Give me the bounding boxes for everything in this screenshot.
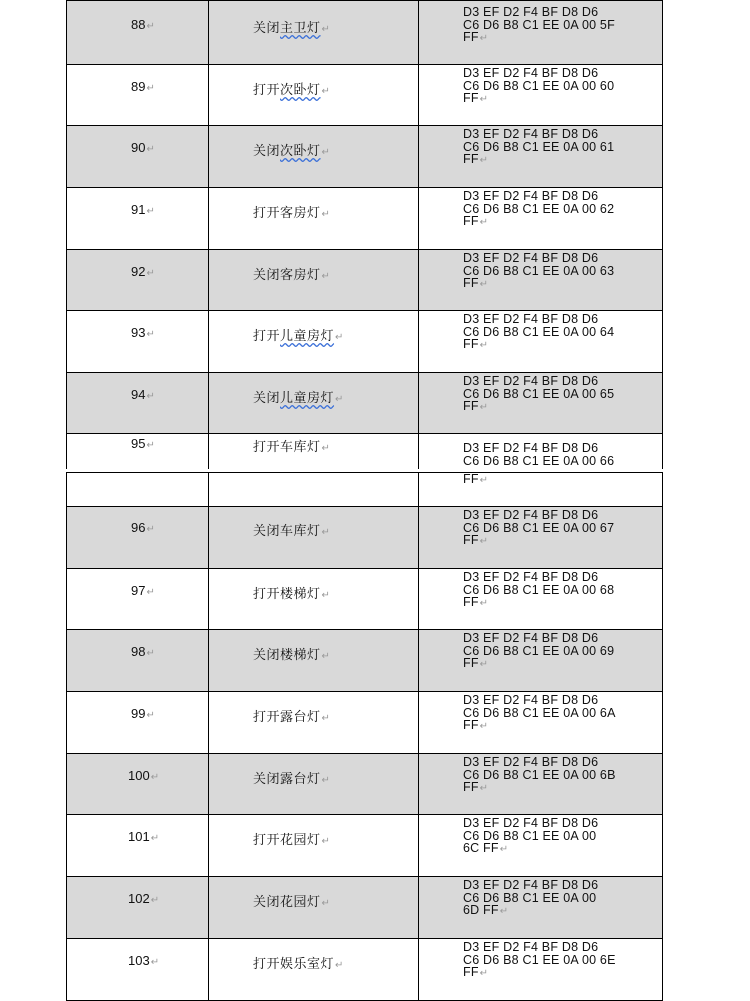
hex-code-text: D3 EF D2 F4 BF D8 D6 C6 D6 B8 C1 EE 0A 00 68 FF [463,570,615,609]
hex-code-text: D3 EF D2 F4 BF D8 D6 C6 D6 B8 C1 EE 0A 00 6B FF [463,755,616,794]
hex-code [463,817,656,857]
number-cell [67,250,209,310]
number-cell [67,877,209,938]
table-row [66,569,663,630]
row-number-text: 93 [131,325,146,340]
hex-code [463,128,656,168]
hex-code-text: D3 EF D2 F4 BF D8 D6 C6 D6 B8 C1 EE 0A 00 67 FF [463,508,615,547]
command-name [253,140,330,159]
table-row [66,250,663,311]
paragraph-mark-icon: ↵ [321,209,331,220]
row-number [131,644,155,659]
paragraph-mark-icon: ↵ [479,217,489,228]
paragraph-mark-icon: ↵ [499,844,509,855]
paragraph-mark-icon: ↵ [146,710,155,721]
hex-code-cell [419,754,662,814]
hex-code-text: D3 EF D2 F4 BF D8 D6 C6 D6 B8 C1 EE 0A 00 69 FF [463,631,615,670]
row-number [131,202,155,217]
number-cell [67,815,209,876]
command-name [253,583,330,602]
command-name-text: 打开 [253,328,281,343]
paragraph-mark-icon: ↵ [150,772,160,783]
paragraph-mark-icon: ↵ [479,340,489,351]
paragraph-mark-icon: ↵ [146,268,155,279]
paragraph-mark-icon: ↵ [321,836,331,847]
hex-code-cell [419,434,662,469]
hex-code [463,694,656,734]
command-name-cell [209,815,419,876]
command-name [253,891,330,910]
table-row [66,472,663,507]
command-name-underlined: 主卫灯 [280,20,321,35]
table-row [66,126,663,188]
paragraph-mark-icon: ↵ [335,394,344,405]
hex-code [463,509,656,549]
command-name-text: 关闭 [253,143,281,158]
hex-code [463,442,656,467]
number-cell [67,1,209,64]
paragraph-mark-icon: ↵ [479,598,489,609]
command-name-text: 关闭露台灯 [253,771,321,786]
command-name [253,644,330,663]
command-name-text: 关闭花园灯 [253,894,321,909]
paragraph-mark-icon: ↵ [150,957,160,968]
number-cell [67,569,209,629]
row-number-text: 89 [131,79,146,94]
command-name-cell [209,692,419,753]
hex-code [463,756,656,796]
hex-code-text: D3 EF D2 F4 BF D8 D6 C6 D6 B8 C1 EE 0A 00 66 [463,441,615,468]
hex-code-cell [419,1,662,64]
command-name-cell [209,188,419,249]
command-name-cell [209,1,419,64]
row-number-text: 102 [128,891,150,906]
row-number [131,706,155,721]
paragraph-mark-icon: ↵ [321,443,331,454]
command-name-underlined: 儿童房灯 [280,390,335,405]
paragraph-mark-icon: ↵ [146,83,155,94]
row-number-text: 101 [128,829,150,844]
command-name-cell [209,754,419,814]
table-row [66,939,663,1001]
paragraph-mark-icon: ↵ [146,391,155,402]
paragraph-mark-icon: ↵ [479,402,489,413]
paragraph-mark-icon: ↵ [321,590,331,601]
hex-code [463,6,656,46]
row-number [128,953,159,968]
paragraph-mark-icon: ↵ [499,906,509,917]
paragraph-mark-icon: ↵ [479,659,489,670]
command-name-cell [209,126,419,187]
row-number-text: 90 [131,140,146,155]
hex-code-cell [419,473,662,506]
paragraph-mark-icon: ↵ [479,783,489,794]
command-name-cell [209,877,419,938]
command-name-underlined: 儿童房灯 [280,328,335,343]
paragraph-mark-icon: ↵ [146,524,155,535]
number-cell [67,373,209,433]
row-number-text: 94 [131,387,146,402]
paragraph-mark-icon: ↵ [321,898,331,909]
row-number-text: 97 [131,583,146,598]
hex-code-cell [419,373,662,433]
row-number [131,79,155,94]
number-cell [67,507,209,568]
row-number-text: 103 [128,953,150,968]
hex-code-cell [419,126,662,187]
command-name-cell [209,311,419,372]
row-number [128,829,159,844]
number-cell [67,630,209,691]
hex-code [463,941,656,981]
command-name-text: 打开 [253,82,281,97]
command-name-text: 打开车库灯 [253,439,321,454]
paragraph-mark-icon: ↵ [479,721,489,732]
command-name [253,325,344,344]
table-row [66,434,663,469]
paragraph-mark-icon: ↵ [335,960,344,971]
command-name-text: 关闭车库灯 [253,523,321,538]
row-number-text: 98 [131,644,146,659]
table-row [66,877,663,939]
paragraph-mark-icon: ↵ [479,536,489,547]
paragraph-mark-icon: ↵ [146,329,155,340]
hex-code-text: D3 EF D2 F4 BF D8 D6 C6 D6 B8 C1 EE 0A 00 6A FF [463,693,616,732]
number-cell [67,65,209,125]
hex-code [463,632,656,672]
number-cell [67,188,209,249]
paragraph-mark-icon: ↵ [146,21,155,32]
row-number [131,436,155,451]
paragraph-mark-icon: ↵ [321,713,331,724]
hex-code-cell [419,507,662,568]
command-name [253,264,330,283]
table-row [66,311,663,373]
row-number [131,583,155,598]
command-name-text: 打开楼梯灯 [253,586,321,601]
command-name-cell [209,630,419,691]
hex-code-cell [419,939,662,1000]
paragraph-mark-icon: ↵ [321,147,331,158]
command-name-underlined: 次卧灯 [280,143,321,158]
command-name-cell [209,507,419,568]
hex-code-text: FF [463,472,479,486]
paragraph-mark-icon: ↵ [479,155,489,166]
paragraph-mark-icon: ↵ [321,651,331,662]
paragraph-mark-icon: ↵ [146,144,155,155]
hex-code-text: D3 EF D2 F4 BF D8 D6 C6 D6 B8 C1 EE 0A 00 65 FF [463,374,615,413]
row-number-text: 100 [128,768,150,783]
row-number [131,264,155,279]
command-name-text: 关闭客房灯 [253,267,321,282]
hex-code [463,879,656,919]
hex-code-text: D3 EF D2 F4 BF D8 D6 C6 D6 B8 C1 EE 0A 00 61 FF [463,127,615,166]
row-number-text: 99 [131,706,146,721]
table-row [66,692,663,754]
command-name-underlined: 次卧灯 [280,82,321,97]
hex-code [463,375,656,415]
command-name-text: 打开露台灯 [253,709,321,724]
command-name [253,520,330,539]
hex-code-text: D3 EF D2 F4 BF D8 D6 C6 D6 B8 C1 EE 0A 00 62 FF [463,189,615,228]
command-name-text: 关闭 [253,390,281,405]
paragraph-mark-icon: ↵ [146,206,155,217]
hex-code [463,252,656,292]
hex-code-text: D3 EF D2 F4 BF D8 D6 C6 D6 B8 C1 EE 0A 00 5F FF [463,5,615,44]
row-number-text: 92 [131,264,146,279]
table-row [66,507,663,569]
command-name-cell [209,473,419,506]
hex-code-cell [419,188,662,249]
command-name [253,768,330,787]
table-row [66,815,663,877]
command-name [253,202,330,221]
table-row [66,0,663,65]
row-number [131,520,155,535]
hex-code [463,313,656,353]
command-name [253,79,330,98]
command-name [253,436,330,455]
paragraph-mark-icon: ↵ [479,279,489,290]
hex-code-text: D3 EF D2 F4 BF D8 D6 C6 D6 B8 C1 EE 0A 00 6E FF [463,940,616,979]
number-cell [67,434,209,469]
command-name-text: 打开客房灯 [253,205,321,220]
command-name-text: 关闭楼梯灯 [253,647,321,662]
row-number [131,387,155,402]
hex-code-text: D3 EF D2 F4 BF D8 D6 C6 D6 B8 C1 EE 0A 00 64 FF [463,312,615,351]
paragraph-mark-icon: ↵ [146,440,155,451]
command-name [253,829,330,848]
table-row [66,188,663,250]
table-row [66,630,663,692]
command-name [253,17,330,36]
hex-code [463,67,656,107]
hex-code [463,190,656,230]
paragraph-mark-icon: ↵ [321,86,331,97]
paragraph-mark-icon: ↵ [321,24,331,35]
hex-code-cell [419,569,662,629]
hex-code-cell [419,65,662,125]
number-cell [67,311,209,372]
number-cell [67,939,209,1000]
row-number-text: 96 [131,520,146,535]
paragraph-mark-icon: ↵ [150,833,160,844]
row-number-text: 95 [131,436,146,451]
command-name [253,387,344,406]
command-name-cell [209,65,419,125]
hex-code-text: D3 EF D2 F4 BF D8 D6 C6 D6 B8 C1 EE 0A 00 6D FF [463,878,599,917]
paragraph-mark-icon: ↵ [146,648,155,659]
paragraph-mark-icon: ↵ [335,332,344,343]
number-cell [67,754,209,814]
command-name-cell [209,373,419,433]
command-name-text: 打开花园灯 [253,832,321,847]
hex-code-cell [419,250,662,310]
number-cell [67,692,209,753]
command-name-cell [209,939,419,1000]
paragraph-mark-icon: ↵ [146,587,155,598]
hex-code [463,473,656,488]
hex-code-cell [419,311,662,372]
command-name [253,953,344,972]
row-number [128,768,159,783]
command-name-cell [209,250,419,310]
paragraph-mark-icon: ↵ [321,775,331,786]
row-number-text: 88 [131,17,146,32]
row-number [131,140,155,155]
number-cell [67,473,209,506]
row-number [128,891,159,906]
hex-code-cell [419,630,662,691]
paragraph-mark-icon: ↵ [479,475,489,486]
paragraph-mark-icon: ↵ [321,271,331,282]
hex-code-text: D3 EF D2 F4 BF D8 D6 C6 D6 B8 C1 EE 0A 00 6C FF [463,816,599,855]
command-name-text: 关闭 [253,20,281,35]
row-number [131,17,155,32]
paragraph-mark-icon: ↵ [479,33,489,44]
command-name [253,706,330,725]
command-name-cell [209,569,419,629]
hex-code-cell [419,692,662,753]
number-cell [67,126,209,187]
command-name-cell [209,434,419,469]
hex-code-text: D3 EF D2 F4 BF D8 D6 C6 D6 B8 C1 EE 0A 00 63 FF [463,251,615,290]
hex-code-text: D3 EF D2 F4 BF D8 D6 C6 D6 B8 C1 EE 0A 00 60 FF [463,66,615,105]
hex-code [463,571,656,611]
table-row [66,373,663,434]
paragraph-mark-icon: ↵ [321,527,331,538]
paragraph-mark-icon: ↵ [479,94,489,105]
hex-code-cell [419,877,662,938]
hex-code-cell [419,815,662,876]
table-row [66,65,663,126]
paragraph-mark-icon: ↵ [150,895,160,906]
table-row [66,754,663,815]
paragraph-mark-icon: ↵ [479,968,489,979]
command-name-text: 打开娱乐室灯 [253,956,335,971]
row-number [131,325,155,340]
row-number-text: 91 [131,202,146,217]
